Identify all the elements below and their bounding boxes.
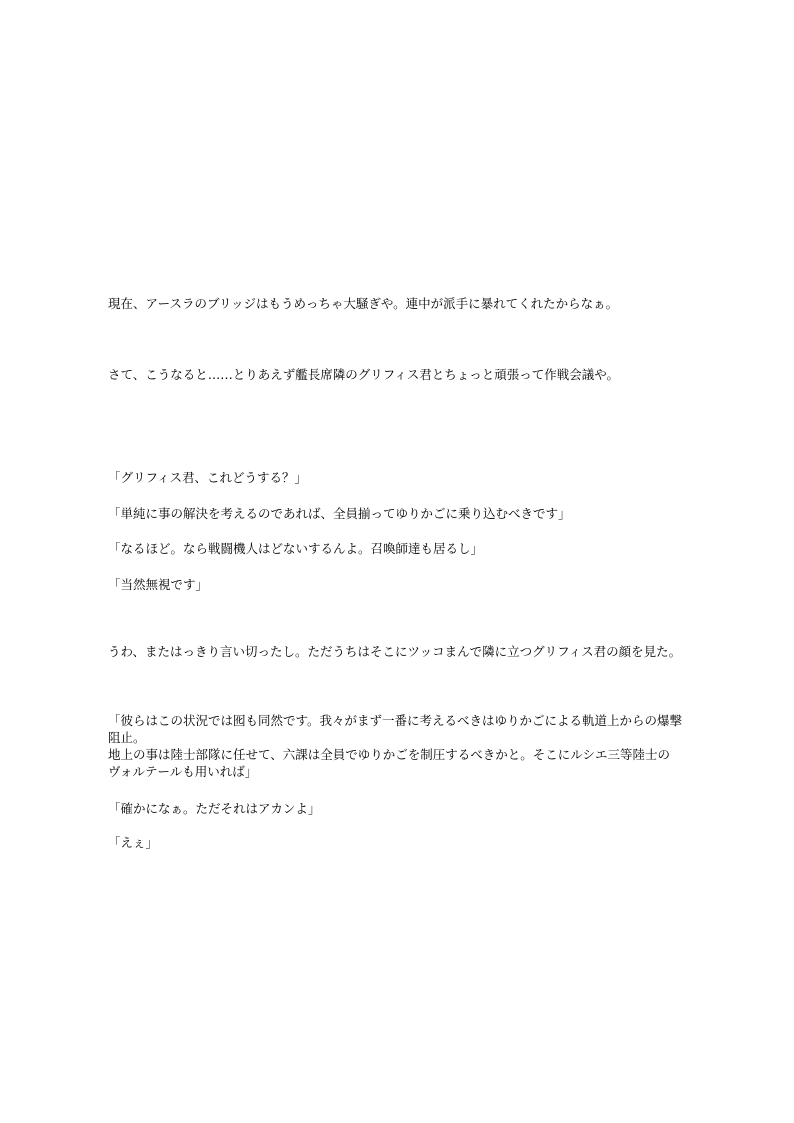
dialogue-line: 「単純に事の解決を考えるのであれば、全員揃ってゆりかごに乗り込むべきです」	[108, 506, 571, 521]
dialogue-line: 「えぇ」	[108, 835, 159, 850]
dialogue-line: 阻止。	[108, 730, 146, 745]
narration-paragraph: うわ、またはっきり言い切ったし。ただうちはそこにツッコまんで隣に立つグリフィス君の顔を見た。	[108, 644, 682, 659]
dialogue-line: 地上の事は陸士部隊に任せて、六課は全員でゆりかごを制圧するべきかと。そこにルシエ三等陸士の	[108, 747, 670, 762]
dialogue-line: 「確かになぁ。ただそれはアカンよ」	[108, 801, 321, 816]
narration-paragraph: さて、こうなると……とりあえず艦長席隣のグリフィス君とちょっと頑張って作戦会議や。	[108, 367, 620, 382]
narration-paragraph: 現在、アースラのブリッジはもうめっちゃ大騒ぎや。連中が派手に暴れてくれたからなぁ。	[108, 296, 619, 311]
dialogue-line: 「なるほど。なら戦闘機人はどないするんよ。召喚師達も居るし」	[108, 541, 484, 556]
dialogue-line: 「彼らはこの状況では囮も同然です。我々がまず一番に考えるべきはゆりかごによる軌道上からの爆撃	[108, 713, 683, 728]
dialogue-line: ヴォルテールも用いれば」	[108, 764, 258, 779]
dialogue-line: 「グリフィス君、これどうする？」	[108, 470, 308, 485]
dialogue-line: 「当然無視です」	[108, 577, 209, 592]
